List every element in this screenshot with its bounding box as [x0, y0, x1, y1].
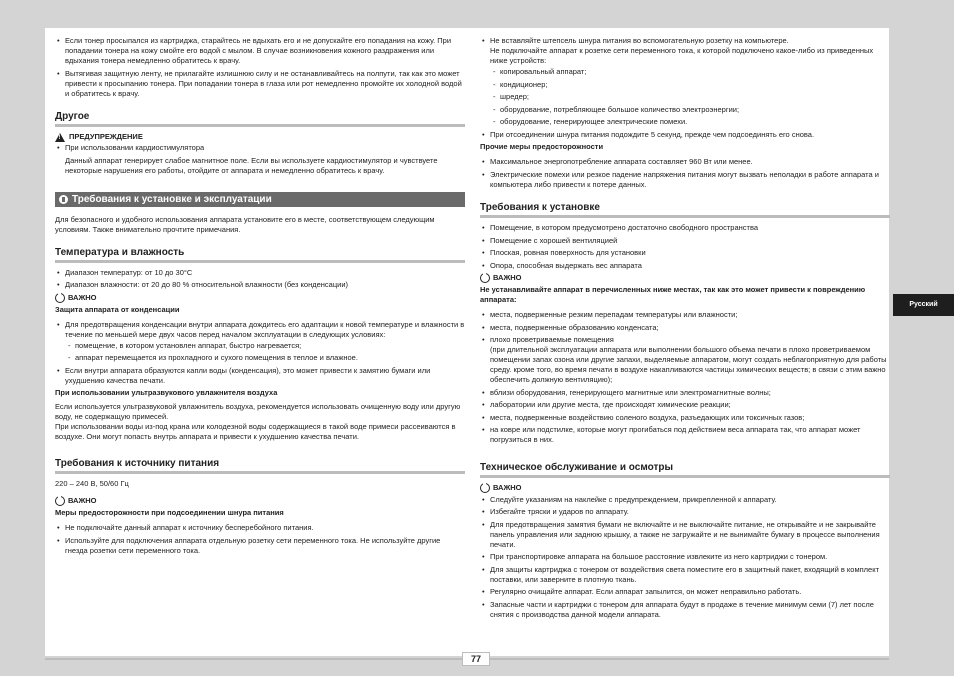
avoid-list — [480, 310, 890, 445]
band-intro: Для безопасного и удобного использования аппарата установите его в месте, соответствующем следующим условиям. Также внимательно прочтите примечания. — [55, 214, 435, 234]
section-title-maintenance: Техническое обслуживание и осмотры — [480, 462, 890, 478]
condensation-heading: Защита аппарата от конденсации — [55, 304, 180, 314]
page-number: 77 — [462, 652, 490, 666]
power-heading: Меры предосторожности при подсоединении шнура питания — [55, 508, 284, 517]
list-item: • Регулярно очищайте аппарат. Если аппарат запылится, он может неправильно работать. — [480, 587, 890, 597]
condensation-sublist — [65, 341, 465, 364]
section-title-temperature: Температура и влажность — [55, 247, 465, 263]
list-item: • Для защиты картриджа с тонером от воздействия света поместите его в защитный пакет, входящий в комплект поставки, или заверните в плотную ткань. — [480, 565, 890, 585]
humidifier-text: При использовании воды из-под крана или колодезной воды содержащиеся в такой воде примеси рассеиваются в воздухе. Они могут попасть внутрь аппарата и привести к ухудшению качества печати. — [55, 422, 456, 441]
power-list — [55, 523, 465, 556]
list-item: • При использовании кардиостимулятора — [55, 143, 465, 153]
other-list — [480, 157, 890, 190]
condensation-list — [55, 320, 465, 386]
warning-heading — [55, 132, 465, 142]
list-item — [480, 36, 890, 127]
important-heading — [480, 483, 890, 493]
sub-list-item: - оборудование, потребляющее большое количество электроэнергии; — [490, 105, 890, 115]
list-item: • на ковре или подстилке, которые могут прогибаться под действием веса аппарата так, что аппарат может погрузиться в них. — [480, 425, 890, 445]
sub-list-item: - копировальный аппарат; — [490, 67, 890, 77]
list-item — [480, 335, 890, 385]
list-item: • места, подверженные воздействию соленого воздуха, разъедающих или токсичных газов; — [480, 413, 890, 423]
avoid-heading: Не устанавливайте аппарат в перечисленных ниже местах, так как это может привести к повреждению аппарата: — [480, 285, 866, 304]
list-item: • вблизи оборудования, генерирующего магнитные или электромагнитные волны; — [480, 388, 890, 398]
power-spec: 220 – 240 В, 50/60 Гц — [55, 479, 129, 488]
toner-list — [55, 36, 465, 99]
left-column — [55, 36, 465, 558]
install-list — [480, 223, 890, 271]
list-item — [55, 320, 465, 364]
band-title: Требования к установке и эксплуатации — [72, 193, 272, 205]
list-item-note: (при длительной эксплуатации аппарата или выполнении большого объема печати в плохо проветриваемом помещении запах озона или другие запахи, выделяемые аппаратом, могут создать неблагоприятную для работы среду. кроме того, во время печати в воздухе накапливаются частицы химических веществ; в связи с этим важно обеспечить должную вентиляцию); — [490, 345, 887, 384]
important-label: ВАЖНО — [68, 496, 97, 505]
sub-list-item: - помещение, в котором установлен аппарат, быстро нагревается; — [65, 341, 465, 351]
sub-list-item: - оборудование, генерирующее электрические помехи. — [490, 117, 890, 127]
list-item: • Запасные части и картриджи с тонером для аппарата будут в продаже в течение минимум семи (7) лет после снятия с производства данной модели аппарата. — [480, 600, 890, 620]
list-item: • При транспортировке аппарата на большое расстояние извлеките из него картриджи с тонером. — [480, 552, 890, 562]
plug-list — [480, 36, 890, 140]
list-item-text: плохо проветриваемые помещения — [490, 335, 614, 344]
cardio-list — [55, 143, 465, 153]
important-heading — [480, 273, 890, 283]
list-item: • Диапазон температур: от 10 до 30°C — [55, 268, 465, 278]
section-title-install: Требования к установке — [480, 202, 890, 218]
page-sheet — [45, 28, 889, 664]
sub-list-item: - кондиционер; — [490, 80, 890, 90]
devices-list — [490, 67, 890, 127]
list-item: • Для предотвращения замятия бумаги не включайте и не выключайте питание, не открывайте и не закрывайте панель управления или заднюю крышку, а также не загружайте и не вынимайте бумагу в процессе выполнения печати. — [480, 520, 890, 550]
sub-list-item: - шредер; — [490, 92, 890, 102]
list-item: • Если внутри аппарата образуются капли воды (конденсация), это может привести к замятию бумаги или ухудшению качества печати. — [55, 366, 465, 386]
list-item: • Плоская, ровная поверхность для установки — [480, 248, 890, 258]
section-title-other: Другое — [55, 111, 465, 127]
warning-label: ПРЕДУПРЕЖДЕНИЕ — [69, 132, 143, 141]
other-precautions-heading: Прочие меры предосторожности — [480, 142, 604, 151]
important-icon — [55, 293, 65, 303]
important-heading — [55, 293, 465, 303]
list-item-text: Не вставляйте штепсель шнура питания во вспомогательную розетку на компьютере. — [490, 36, 789, 45]
humidifier-text: Если используется ультразвуковой увлажнитель воздуха, рекомендуется использовать очищенную воду или другую воду, не содержащую примесей. — [55, 402, 461, 421]
list-item-text: Не подключайте аппарат к розетке сети переменного тока, к которой подключено какое-либо из приведенных ниже устройств: — [490, 46, 874, 65]
right-column — [480, 36, 890, 622]
important-label: ВАЖНО — [493, 482, 522, 492]
section-title-power: Требования к источнику питания — [55, 458, 465, 474]
list-item: • Избегайте тряски и ударов по аппарату. — [480, 507, 890, 517]
list-item: • Максимальное энергопотребление аппарата составляет 960 Вт или менее. — [480, 157, 890, 167]
cardio-text: Данный аппарат генерирует слабое магнитное поле. Если вы используете кардиостимулятор и чувствуете некоторые нарушения его работы, отойдите от аппарата и немедленно обратитесь к врачу. — [65, 155, 438, 175]
maintenance-list — [480, 495, 890, 620]
list-item: • При отсоединении шнура питания подождите 5 секунд, прежде чем подсоединять его снова. — [480, 130, 890, 140]
humidifier-heading: При использовании ультразвукового увлажнителя воздуха — [55, 388, 278, 397]
list-item: • Диапазон влажности: от 20 до 80 % относительной влажности (без конденсации) — [55, 280, 465, 290]
list-item: • Используйте для подключения аппарата отдельную розетку сети переменного тока. Не используйте другие гнезда розетки сети переменного тока. — [55, 536, 465, 556]
list-item: • Вытягивая защитную ленту, не прилагайте излишнюю силу и не останавливайтесь на полпути, так как это может привести к просыпанию тонера. При попадании тонера в глаза или рот немедленно промойте их холодной водой и обратитесь к врачу. — [55, 69, 465, 99]
list-item: • места, подверженные образованию конденсата; — [480, 323, 890, 333]
list-item-text: Для предотвращения конденсации внутри аппарата дождитесь его адаптации к новой температуре и влажности в течение по меньшей мере двух часов перед началом эксплуатации в следующих условиях: — [65, 319, 465, 339]
important-icon — [480, 483, 490, 493]
list-item: • Если тонер просыпался из картриджа, старайтесь не вдыхать его и не допускайте его попадания на кожу. При попадании тонера на кожу смойте его водой с мылом. В случае возникновения кожного раздражения или вдыхания тонера немедленно обратитесь к врачу. — [55, 36, 465, 66]
list-item: • Следуйте указаниям на наклейке с предупреждением, прикрепленной к аппарату. — [480, 495, 890, 505]
list-item: • Помещение с хорошей вентиляцией — [480, 236, 890, 246]
warning-icon — [55, 133, 65, 142]
list-item: • Не подключайте данный аппарат к источнику бесперебойного питания. — [55, 523, 465, 533]
sub-list-item: - аппарат перемещается из прохладного и сухого помещения в теплое и влажное. — [65, 353, 465, 363]
important-heading — [55, 496, 465, 506]
list-item: • Опора, способная выдержать вес аппарата — [480, 261, 890, 271]
list-item: • Электрические помехи или резкое падение напряжения питания могут вызвать неполадки в работе аппарата и компьютера либо привести к потере данных. — [480, 170, 890, 190]
list-item: • лаборатории или другие места, где происходят химические реакции; — [480, 400, 890, 410]
important-label: ВАЖНО — [493, 273, 522, 282]
important-icon — [55, 496, 65, 506]
important-label: ВАЖНО — [68, 292, 97, 302]
language-tab[interactable]: Русский — [893, 294, 954, 316]
list-item: • Помещение, в котором предусмотрено достаточно свободного пространства — [480, 223, 890, 233]
important-icon — [480, 273, 490, 283]
temp-list — [55, 268, 465, 291]
info-icon — [59, 195, 68, 204]
section-band-installation — [55, 192, 465, 207]
list-item: • места, подверженные резким перепадам температуры или влажности; — [480, 310, 890, 320]
